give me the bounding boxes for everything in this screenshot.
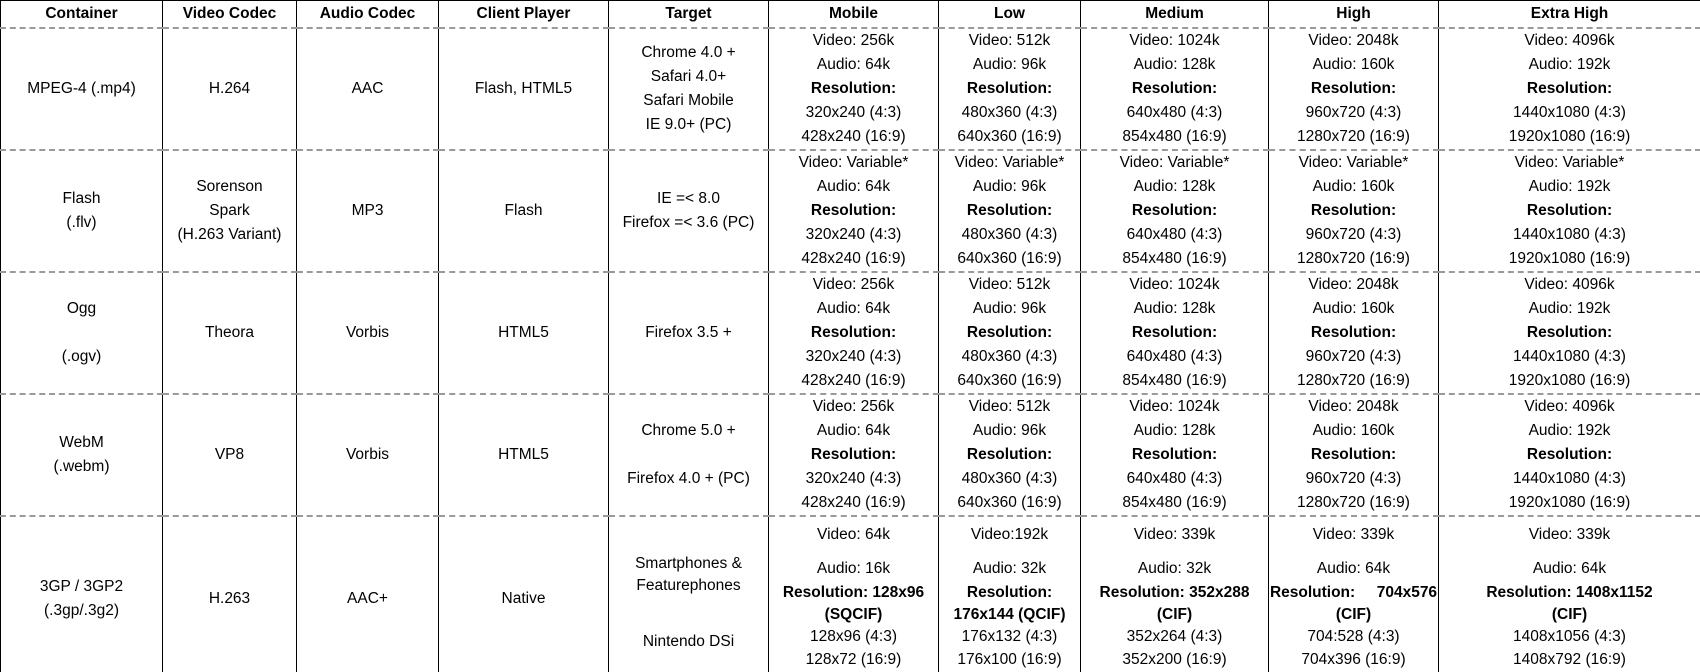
resolution-16-9: 128x72 (16:9) xyxy=(805,651,902,668)
low-cell[interactable] xyxy=(939,28,1081,150)
video-bitrate: Video: 512k xyxy=(968,32,1051,49)
video-bitrate: Video: 256k xyxy=(812,398,895,415)
audio-bitrate: Audio: 64k xyxy=(1316,560,1391,577)
target-cell[interactable] xyxy=(609,394,769,516)
resolution-16-9: 854x480 (16:9) xyxy=(1122,128,1227,145)
resolution-16-9: 1280x720 (16:9) xyxy=(1297,128,1410,145)
table-row xyxy=(1,394,1700,516)
header-cell[interactable]: Video Codec xyxy=(163,1,297,29)
header-row xyxy=(1,1,1700,29)
container-text: Flash xyxy=(62,190,101,207)
resolution-4-3: 640x480 (4:3) xyxy=(1126,104,1223,121)
video-bitrate: Video: Variable* xyxy=(1298,154,1409,171)
resolution-label: Resolution: xyxy=(1131,324,1218,341)
spacer xyxy=(1,321,162,345)
resolution-4-3: 960x720 (4:3) xyxy=(1305,226,1402,243)
spacer xyxy=(1439,547,1700,557)
spacer xyxy=(939,547,1080,557)
target-cell[interactable] xyxy=(609,516,769,672)
resolution-16-9: 1920x1080 (16:9) xyxy=(1508,250,1631,267)
resolution-format: (CIF) xyxy=(1335,606,1372,623)
audio-bitrate: Audio: 160k xyxy=(1312,300,1395,317)
audio-bitrate: Audio: 64k xyxy=(816,300,891,317)
medium-cell[interactable] xyxy=(1081,150,1269,272)
container-cell[interactable] xyxy=(1,272,163,394)
header-cell[interactable]: Mobile xyxy=(769,1,939,29)
resolution-4-3: 320x240 (4:3) xyxy=(805,226,902,243)
video-bitrate: Video: 2048k xyxy=(1308,276,1399,293)
video-codec-text: H.263 xyxy=(208,590,251,607)
container-text: MPEG-4 (.mp4) xyxy=(27,80,136,97)
target-text: Firefox 3.5 + xyxy=(645,324,732,341)
table-row xyxy=(1,272,1700,394)
header-cell[interactable]: Client Player xyxy=(439,1,609,29)
resolution-label: Resolution: xyxy=(1526,324,1613,341)
resolution-format: (CIF) xyxy=(1156,606,1193,623)
audio-codec-cell[interactable]: Vorbis xyxy=(297,394,439,516)
audio-bitrate: Audio: 64k xyxy=(816,56,891,73)
resolution-16-9: 1280x720 (16:9) xyxy=(1297,372,1410,389)
resolution-label: Resolution: xyxy=(810,446,897,463)
table-row xyxy=(1,516,1700,672)
video-bitrate: Video: 256k xyxy=(812,276,895,293)
container-text: 3GP / 3GP2 xyxy=(39,578,124,595)
header-cell[interactable]: Medium xyxy=(1081,1,1269,29)
medium-cell[interactable] xyxy=(1081,28,1269,150)
medium-cell[interactable] xyxy=(1081,516,1269,672)
video-bitrate: Video: 256k xyxy=(812,32,895,49)
low-cell[interactable] xyxy=(939,150,1081,272)
resolution-16-9: 640x360 (16:9) xyxy=(957,128,1062,145)
resolution-16-9: 428x240 (16:9) xyxy=(801,128,906,145)
resolution-label: Resolution: xyxy=(1131,446,1218,463)
audio-codec-cell[interactable]: AAC+ xyxy=(297,516,439,672)
resolution-label: Resolution: xyxy=(966,584,1053,601)
mobile-cell[interactable] xyxy=(769,272,939,394)
video-bitrate: Video: 1024k xyxy=(1129,32,1220,49)
audio-bitrate: Audio: 128k xyxy=(1133,300,1216,317)
target-text: Chrome 4.0 + xyxy=(641,44,736,61)
audio-codec-cell[interactable]: MP3 xyxy=(297,150,439,272)
video-bitrate: Video: 2048k xyxy=(1308,32,1399,49)
resolution-label: Resolution: 352x288 xyxy=(1099,584,1250,601)
audio-bitrate: Audio: 96k xyxy=(972,178,1047,195)
target-text: IE 9.0+ (PC) xyxy=(645,116,732,133)
resolution-4-3: 704:528 (4:3) xyxy=(1307,628,1400,645)
high-cell[interactable] xyxy=(1269,394,1439,516)
resolution-label: Resolution: xyxy=(810,324,897,341)
video-bitrate: Video: 339k xyxy=(1133,526,1216,543)
resolution-label: Resolution: 704x576 xyxy=(1269,584,1438,601)
container-cell[interactable] xyxy=(1,28,163,150)
container-cell[interactable] xyxy=(1,516,163,672)
header-cell[interactable]: Target xyxy=(609,1,769,29)
table-row xyxy=(1,28,1700,150)
resolution-16-9: 352x200 (16:9) xyxy=(1122,651,1227,668)
video-bitrate: Video: 64k xyxy=(817,526,890,543)
resolution-4-3: 480x360 (4:3) xyxy=(961,470,1058,487)
resolution-4-3: 960x720 (4:3) xyxy=(1305,348,1402,365)
audio-bitrate: Audio: 128k xyxy=(1133,422,1216,439)
resolution-format: (CIF) xyxy=(1551,606,1588,623)
target-text: Firefox =< 3.6 (PC) xyxy=(622,214,755,231)
video-bitrate: Video:192k xyxy=(970,526,1049,543)
resolution-16-9: 1408x792 (16:9) xyxy=(1513,651,1626,668)
spacer xyxy=(1081,547,1268,557)
audio-bitrate: Audio: 160k xyxy=(1312,56,1395,73)
extra-high-cell[interactable] xyxy=(1439,272,1700,394)
spacer xyxy=(769,547,938,557)
container-text: Ogg xyxy=(66,300,97,317)
resolution-4-3: 176x132 (4:3) xyxy=(961,628,1058,645)
resolution-label: Resolution: xyxy=(1310,446,1397,463)
video-codec-cell[interactable] xyxy=(163,516,297,672)
video-codec-cell[interactable] xyxy=(163,150,297,272)
resolution-16-9: 854x480 (16:9) xyxy=(1122,250,1227,267)
low-cell[interactable] xyxy=(939,272,1081,394)
table-row xyxy=(1,150,1700,272)
audio-bitrate: Audio: 64k xyxy=(1532,560,1607,577)
container-text: (.3gp/.3g2) xyxy=(44,602,119,619)
video-codec-cell[interactable] xyxy=(163,394,297,516)
resolution-16-9: 854x480 (16:9) xyxy=(1122,372,1227,389)
resolution-16-9: 1920x1080 (16:9) xyxy=(1508,494,1631,511)
video-bitrate: Video: Variable* xyxy=(1514,154,1625,171)
audio-bitrate: Audio: 128k xyxy=(1133,56,1216,73)
resolution-label: Resolution: xyxy=(810,202,897,219)
audio-bitrate: Audio: 64k xyxy=(816,422,891,439)
high-cell[interactable] xyxy=(1269,516,1439,672)
video-bitrate: Video: 2048k xyxy=(1308,398,1399,415)
audio-codec-cell[interactable]: AAC xyxy=(297,28,439,150)
medium-cell[interactable] xyxy=(1081,272,1269,394)
target-cell[interactable] xyxy=(609,28,769,150)
video-bitrate: Video: 1024k xyxy=(1129,276,1220,293)
high-cell[interactable] xyxy=(1269,272,1439,394)
target-text: Smartphones & xyxy=(635,555,742,572)
resolution-4-3: 480x360 (4:3) xyxy=(961,348,1058,365)
resolution-label: Resolution: xyxy=(1131,202,1218,219)
low-cell[interactable] xyxy=(939,394,1081,516)
resolution-16-9: 428x240 (16:9) xyxy=(801,372,906,389)
container-text: (.flv) xyxy=(66,214,97,231)
client-player-cell[interactable]: Flash xyxy=(439,150,609,272)
resolution-label: Resolution: xyxy=(966,202,1053,219)
target-text: IE =< 8.0 xyxy=(657,190,720,207)
header-cell[interactable]: Low xyxy=(939,1,1081,29)
resolution-label: Resolution: xyxy=(1526,202,1613,219)
high-cell[interactable] xyxy=(1269,150,1439,272)
resolution-4-3: 320x240 (4:3) xyxy=(805,348,902,365)
resolution-4-3: 480x360 (4:3) xyxy=(961,104,1058,121)
container-cell[interactable] xyxy=(1,150,163,272)
target-cell[interactable] xyxy=(609,150,769,272)
extra-high-cell[interactable] xyxy=(1439,394,1700,516)
audio-bitrate: Audio: 96k xyxy=(972,56,1047,73)
video-bitrate: Video: Variable* xyxy=(954,154,1065,171)
spacer xyxy=(1269,547,1438,557)
video-bitrate: Video: 339k xyxy=(1312,526,1395,543)
resolution-4-3: 1408x1056 (4:3) xyxy=(1513,628,1626,645)
resolution-label: Resolution: xyxy=(1310,80,1397,97)
audio-bitrate: Audio: 32k xyxy=(1137,560,1212,577)
resolution-4-3: 1440x1080 (4:3) xyxy=(1513,104,1626,121)
resolution-label: Resolution: xyxy=(1310,202,1397,219)
resolution-4-3: 640x480 (4:3) xyxy=(1126,348,1223,365)
video-codec-text: Theora xyxy=(204,324,255,341)
video-bitrate: Video: 339k xyxy=(1528,526,1611,543)
resolution-4-3: 960x720 (4:3) xyxy=(1305,104,1402,121)
resolution-4-3: 1440x1080 (4:3) xyxy=(1513,470,1626,487)
client-player-cell[interactable]: Native xyxy=(439,516,609,672)
extra-high-cell[interactable] xyxy=(1439,516,1700,672)
resolution-16-9: 428x240 (16:9) xyxy=(801,494,906,511)
video-codec-cell[interactable] xyxy=(163,272,297,394)
target-text: Nintendo DSi xyxy=(642,633,735,650)
resolution-16-9: 640x360 (16:9) xyxy=(957,250,1062,267)
resolution-4-3: 480x360 (4:3) xyxy=(961,226,1058,243)
resolution-label: Resolution: 1408x1152 xyxy=(1486,584,1653,601)
audio-bitrate: Audio: 64k xyxy=(816,178,891,195)
header-cell[interactable]: Audio Codec xyxy=(297,1,439,29)
video-codec-cell[interactable] xyxy=(163,28,297,150)
audio-bitrate: Audio: 160k xyxy=(1312,178,1395,195)
target-cell[interactable] xyxy=(609,272,769,394)
audio-bitrate: Audio: 192k xyxy=(1528,422,1611,439)
video-bitrate: Video: 1024k xyxy=(1129,398,1220,415)
video-codec-text: (H.263 Variant) xyxy=(177,226,282,243)
header-cell[interactable]: Extra High xyxy=(1439,1,1700,29)
resolution-4-3: 1440x1080 (4:3) xyxy=(1513,348,1626,365)
audio-bitrate: Audio: 192k xyxy=(1528,178,1611,195)
resolution-label: Resolution: xyxy=(966,80,1053,97)
container-text: (.webm) xyxy=(53,458,110,475)
resolution-format: 176x144 (QCIF) xyxy=(953,606,1066,623)
client-player-cell[interactable]: Flash, HTML5 xyxy=(439,28,609,150)
target-text: Chrome 5.0 + xyxy=(641,422,736,439)
resolution-4-3: 320x240 (4:3) xyxy=(805,104,902,121)
client-player-cell[interactable]: HTML5 xyxy=(439,394,609,516)
target-text: Safari 4.0+ xyxy=(650,68,727,85)
resolution-4-3: 960x720 (4:3) xyxy=(1305,470,1402,487)
client-player-cell[interactable]: HTML5 xyxy=(439,272,609,394)
target-text: Safari Mobile xyxy=(643,92,734,109)
resolution-16-9: 1280x720 (16:9) xyxy=(1297,250,1410,267)
resolution-16-9: 704x396 (16:9) xyxy=(1301,651,1406,668)
audio-bitrate: Audio: 192k xyxy=(1528,56,1611,73)
resolution-4-3: 640x480 (4:3) xyxy=(1126,226,1223,243)
video-codec-text: Spark xyxy=(209,202,250,219)
video-bitrate: Video: 512k xyxy=(968,276,1051,293)
resolution-label: Resolution: xyxy=(1526,446,1613,463)
resolution-4-3: 320x240 (4:3) xyxy=(805,470,902,487)
extra-high-cell[interactable] xyxy=(1439,28,1700,150)
resolution-label: Resolution: 128x96 xyxy=(782,584,925,601)
video-bitrate: Video: Variable* xyxy=(1119,154,1230,171)
audio-bitrate: Audio: 192k xyxy=(1528,300,1611,317)
header-cell[interactable]: High xyxy=(1269,1,1439,29)
video-bitrate: Video: 512k xyxy=(968,398,1051,415)
mobile-cell[interactable] xyxy=(769,28,939,150)
resolution-label: Resolution: xyxy=(1526,80,1613,97)
audio-bitrate: Audio: 32k xyxy=(972,560,1047,577)
video-bitrate: Video: 4096k xyxy=(1524,276,1615,293)
video-bitrate: Video: 4096k xyxy=(1524,32,1615,49)
mobile-cell[interactable] xyxy=(769,394,939,516)
video-codec-text: H.264 xyxy=(208,80,251,97)
resolution-16-9: 854x480 (16:9) xyxy=(1122,494,1227,511)
resolution-label: Resolution: xyxy=(966,446,1053,463)
resolution-label: Resolution: xyxy=(966,324,1053,341)
low-cell[interactable] xyxy=(939,516,1081,672)
container-text: WebM xyxy=(59,434,104,451)
medium-cell[interactable] xyxy=(1081,394,1269,516)
container-text: (.ogv) xyxy=(61,348,102,365)
header-cell[interactable]: Container xyxy=(1,1,163,29)
resolution-4-3: 352x264 (4:3) xyxy=(1126,628,1223,645)
audio-bitrate: Audio: 128k xyxy=(1133,178,1216,195)
video-codec-text: Sorenson xyxy=(196,178,263,195)
audio-bitrate: Audio: 96k xyxy=(972,422,1047,439)
resolution-16-9: 640x360 (16:9) xyxy=(957,372,1062,389)
video-codec-text: VP8 xyxy=(214,446,245,463)
resolution-4-3: 1440x1080 (4:3) xyxy=(1513,226,1626,243)
resolution-label: Resolution: xyxy=(1131,80,1218,97)
mobile-cell[interactable] xyxy=(769,516,939,672)
resolution-label: Resolution: xyxy=(1310,324,1397,341)
target-text: Firefox 4.0 + (PC) xyxy=(627,470,750,487)
mobile-cell[interactable] xyxy=(769,150,939,272)
resolution-label: Resolution: xyxy=(810,80,897,97)
resolution-16-9: 428x240 (16:9) xyxy=(801,250,906,267)
audio-bitrate: Audio: 160k xyxy=(1312,422,1395,439)
resolution-16-9: 176x100 (16:9) xyxy=(957,651,1062,668)
resolution-format: (SQCIF) xyxy=(824,606,883,623)
resolution-4-3: 640x480 (4:3) xyxy=(1126,470,1223,487)
extra-high-cell[interactable] xyxy=(1439,150,1700,272)
target-text: Featurephones xyxy=(636,577,741,594)
resolution-16-9: 640x360 (16:9) xyxy=(957,494,1062,511)
high-cell[interactable] xyxy=(1269,28,1439,150)
resolution-4-3: 128x96 (4:3) xyxy=(809,628,898,645)
video-bitrate: Video: Variable* xyxy=(798,154,909,171)
spacer xyxy=(609,596,768,630)
audio-bitrate: Audio: 16k xyxy=(816,560,891,577)
resolution-16-9: 1920x1080 (16:9) xyxy=(1508,372,1631,389)
spacer xyxy=(609,443,768,467)
resolution-16-9: 1280x720 (16:9) xyxy=(1297,494,1410,511)
audio-codec-cell[interactable]: Vorbis xyxy=(297,272,439,394)
video-bitrate: Video: 4096k xyxy=(1524,398,1615,415)
resolution-16-9: 1920x1080 (16:9) xyxy=(1508,128,1631,145)
audio-bitrate: Audio: 96k xyxy=(972,300,1047,317)
container-cell[interactable] xyxy=(1,394,163,516)
